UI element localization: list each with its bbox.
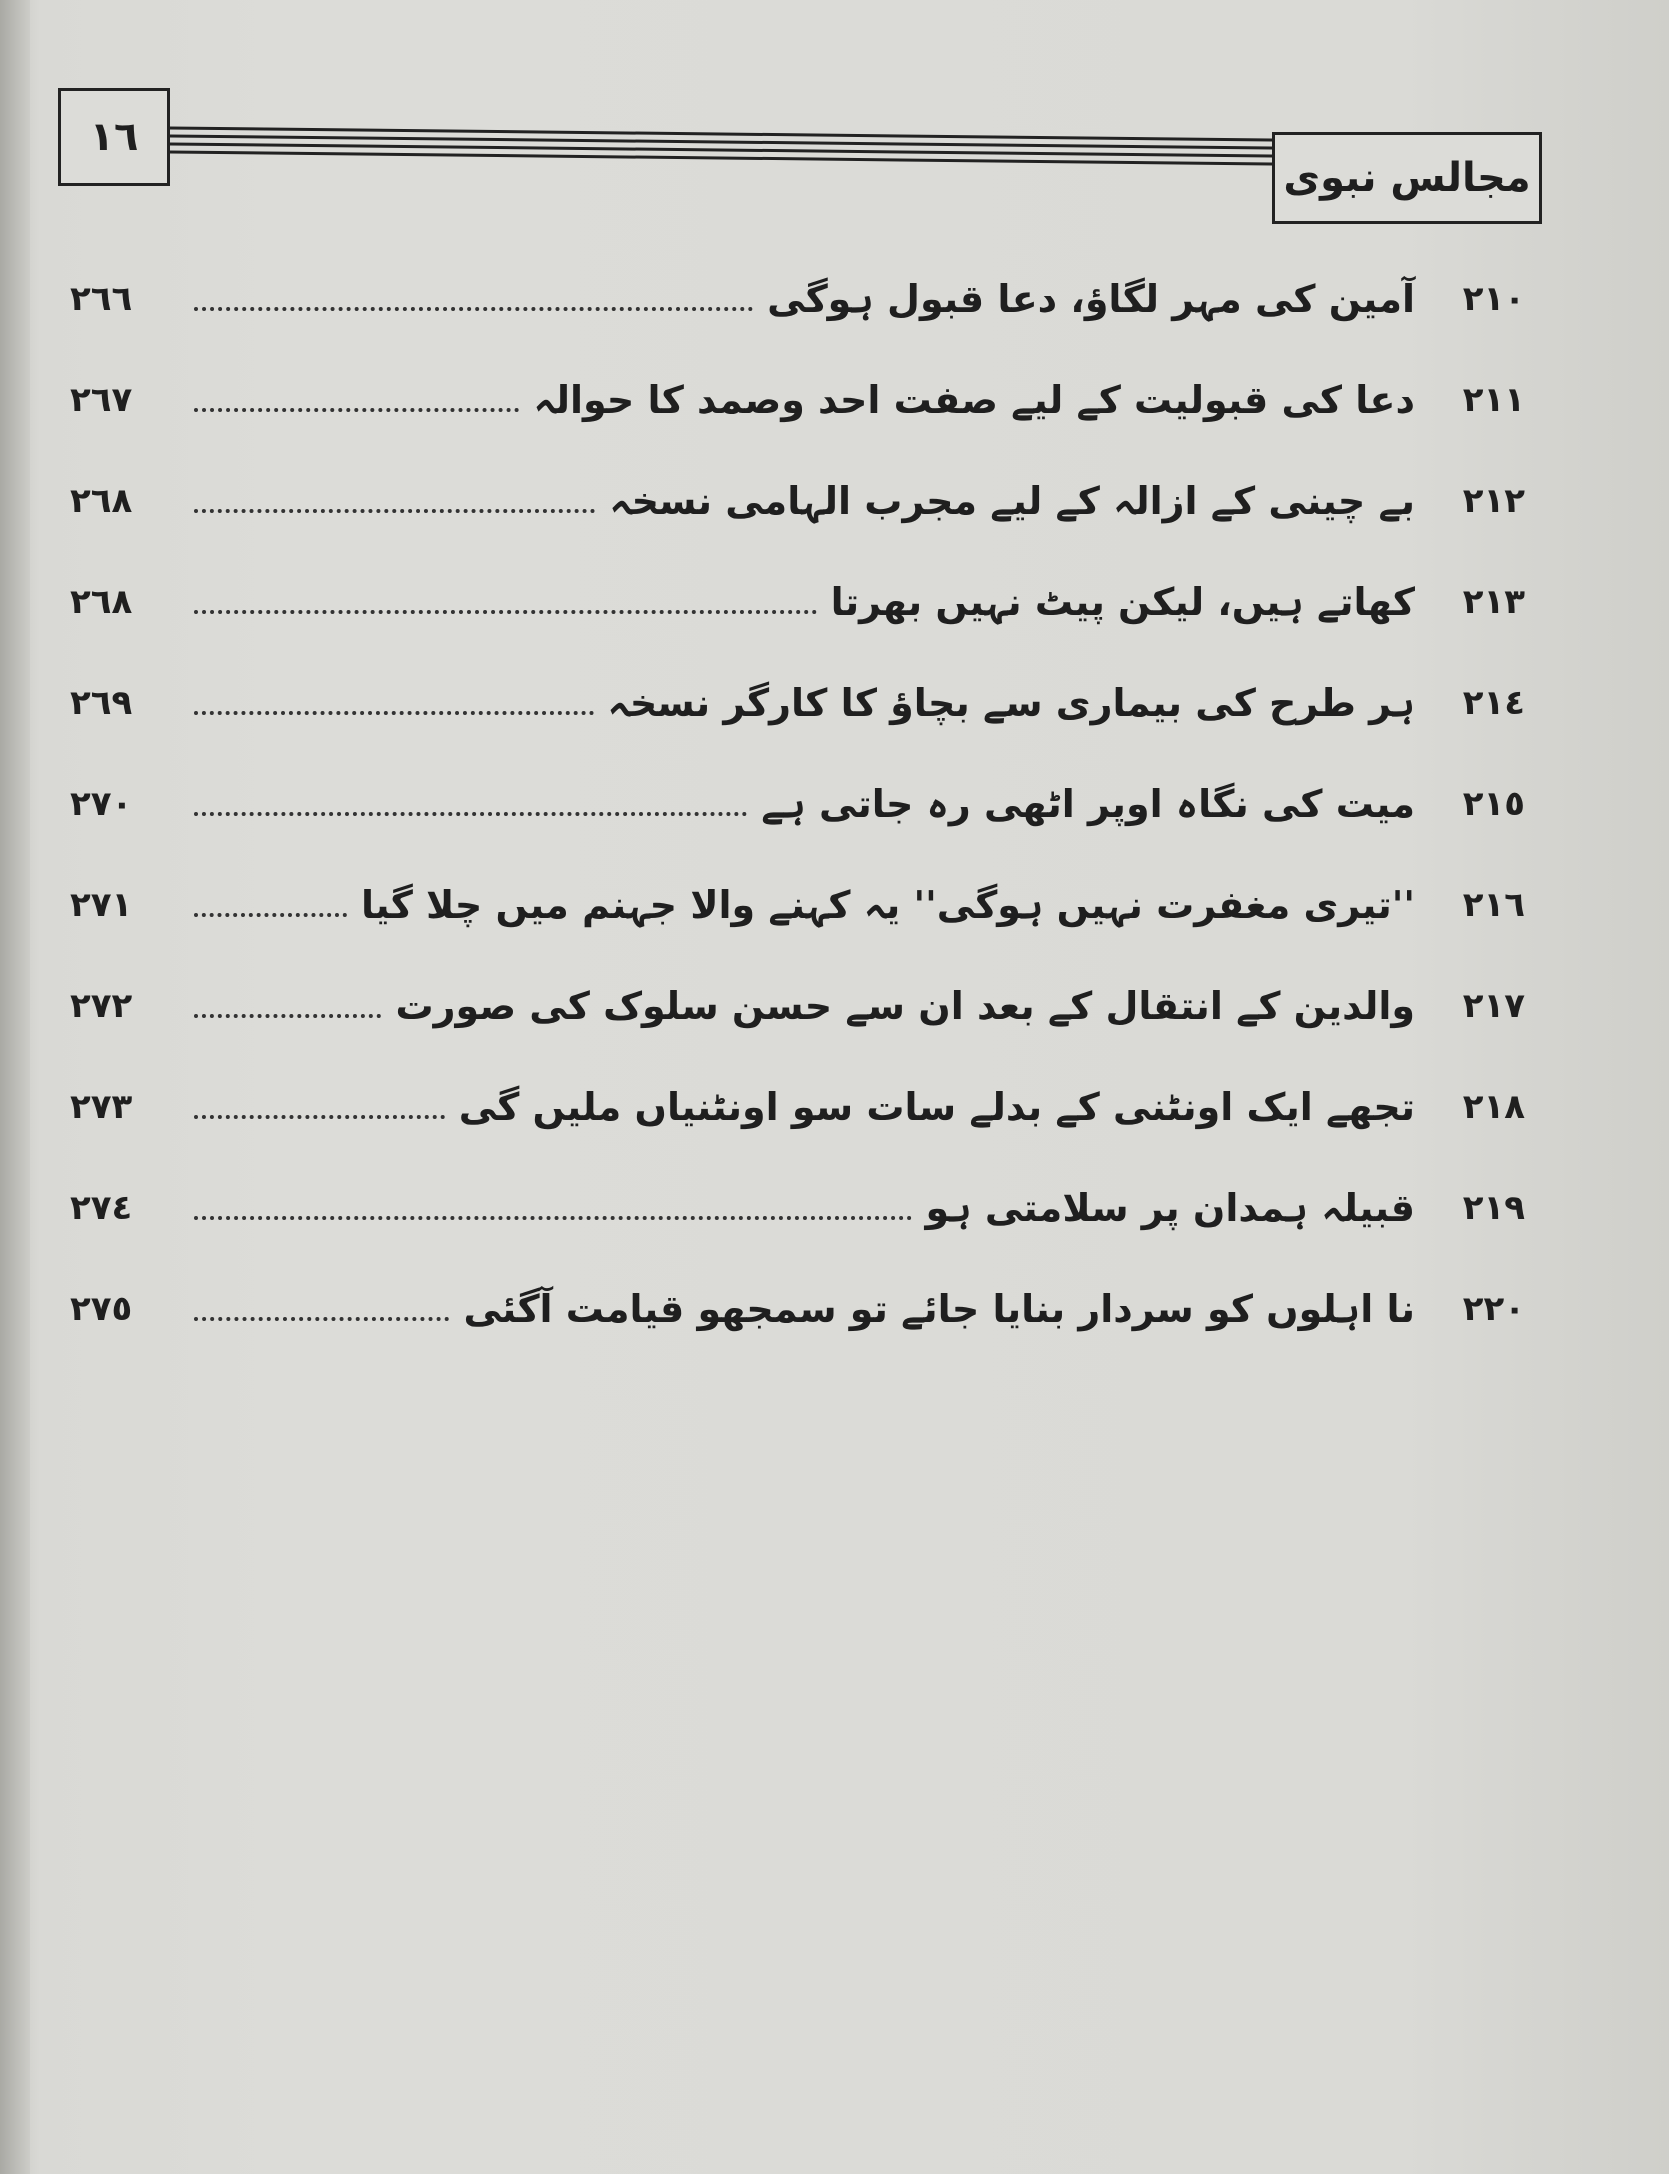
toc-page-number: ٢٦٨ — [70, 480, 133, 521]
toc-row — [70, 551, 1525, 652]
dot-leader — [194, 711, 594, 715]
toc-row — [70, 1056, 1525, 1157]
toc-entry-number: ٢٢٠ — [1462, 1288, 1525, 1329]
toc-entry-number: ٢١٨ — [1462, 1086, 1525, 1127]
toc-page-number: ٢٧٢ — [70, 985, 133, 1026]
toc-entry-number: ٢١٩ — [1462, 1187, 1525, 1228]
toc-entry-title: والدین کے انتقال کے بعد ان سے حسن سلوک کی صورت — [395, 983, 1415, 1028]
dot-leader — [194, 408, 519, 412]
book-title: مجالس نبوی — [1272, 132, 1542, 224]
toc-row — [70, 450, 1525, 551]
toc-page-number: ٢٧٥ — [70, 1288, 133, 1329]
dot-leader — [194, 509, 595, 513]
toc-entry-number: ٢١٦ — [1462, 884, 1525, 925]
toc-row — [70, 1157, 1525, 1258]
dot-leader — [194, 1317, 449, 1321]
header-rule-lines — [170, 122, 1274, 182]
toc-row — [70, 753, 1525, 854]
dot-leader — [194, 610, 817, 614]
toc-entry-title: ہر طرح کی بیماری سے بچاؤ کا کارگر نسخہ — [607, 680, 1415, 725]
toc-row — [70, 1258, 1525, 1359]
toc-entry-number: ٢١١ — [1462, 379, 1525, 420]
toc-entry-title: دعا کی قبولیت کے لیے صفت احد وصمد کا حوالہ — [533, 377, 1415, 422]
toc-page-number: ٢٧١ — [70, 884, 133, 925]
dot-leader — [194, 812, 747, 816]
toc-entry-title: ''تیری مغفرت نہیں ہوگی'' یہ کہنے والا جہنم میں چلا گیا — [360, 882, 1415, 927]
page-number: ١٦ — [58, 88, 170, 186]
toc-entry-number: ٢١٣ — [1462, 581, 1525, 622]
table-of-contents — [70, 248, 1525, 1359]
toc-row — [70, 248, 1525, 349]
toc-row — [70, 652, 1525, 753]
toc-row — [70, 349, 1525, 450]
toc-row — [70, 955, 1525, 1056]
dot-leader — [194, 307, 753, 311]
toc-page-number: ٢٧٠ — [70, 783, 133, 824]
toc-entry-title: میت کی نگاہ اوپر اٹھی رہ جاتی ہے — [761, 781, 1415, 826]
dot-leader — [194, 913, 347, 917]
toc-entry-title: تجھے ایک اونٹنی کے بدلے سات سو اونٹنیاں ملیں گی — [458, 1084, 1415, 1129]
toc-entry-number: ٢١٤ — [1462, 682, 1525, 723]
toc-entry-number: ٢١٠ — [1462, 278, 1525, 319]
toc-page-number: ٢٧٤ — [70, 1187, 133, 1228]
toc-page-number: ٢٧٣ — [70, 1086, 133, 1127]
toc-entry-number: ٢١٧ — [1462, 985, 1525, 1026]
toc-entry-number: ٢١٥ — [1462, 783, 1525, 824]
dot-leader — [194, 1115, 445, 1119]
toc-entry-title: قبیلہ ہمدان پر سلامتی ہو — [925, 1185, 1415, 1230]
toc-page-number: ٢٦٧ — [70, 379, 133, 420]
page-binding-edge — [0, 0, 30, 2174]
dot-leader — [194, 1014, 381, 1018]
toc-page-number: ٢٦٨ — [70, 581, 133, 622]
toc-page-number: ٢٦٩ — [70, 682, 133, 723]
toc-entry-title: کھاتے ہیں، لیکن پیٹ نہیں بھرتا — [830, 579, 1415, 624]
toc-entry-number: ٢١٢ — [1462, 480, 1525, 521]
toc-entry-title: آمین کی مہر لگاؤ، دعا قبول ہوگی — [767, 276, 1415, 321]
toc-row — [70, 854, 1525, 955]
toc-page-number: ٢٦٦ — [70, 278, 133, 319]
toc-entry-title: نا اہلوں کو سردار بنایا جائے تو سمجھو قیامت آگئی — [463, 1286, 1415, 1331]
dot-leader — [194, 1216, 912, 1220]
toc-entry-title: بے چینی کے ازالہ کے لیے مجرب الہامی نسخہ — [609, 478, 1415, 523]
